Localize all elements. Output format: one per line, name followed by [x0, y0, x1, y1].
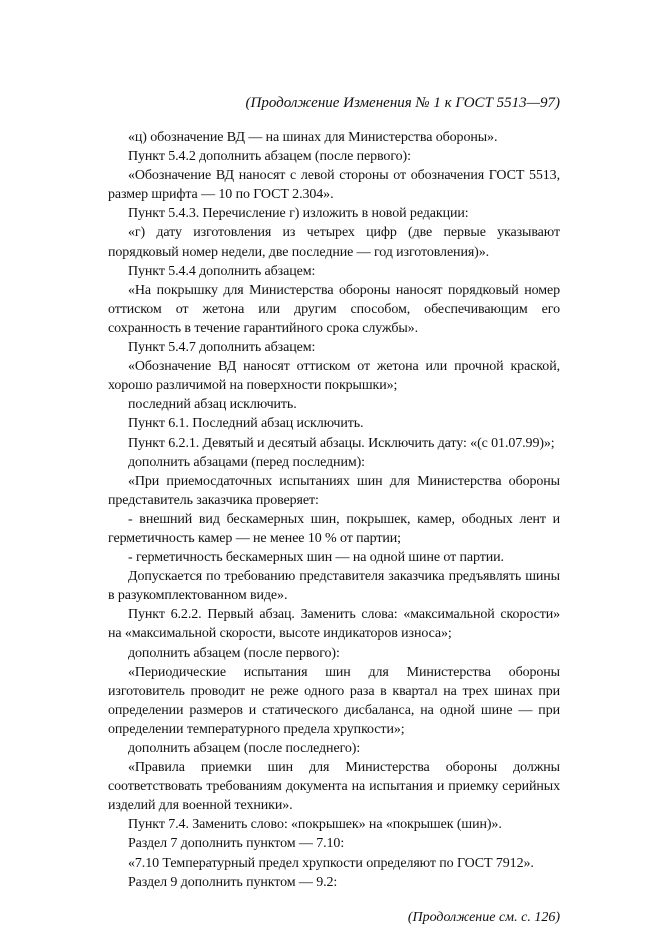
paragraph: «г) дату изготовления из четырех цифр (две первые указывают порядковый номер недели, две последние — год изготовления)».: [108, 225, 560, 260]
paragraph: последний абзац исключить.: [128, 397, 297, 413]
paragraph: «ц) обозначение ВД — на шинах для Министерства обороны».: [128, 130, 498, 145]
paragraph: Пункт 5.4.4 дополнить абзацем:: [128, 263, 316, 279]
paragraph: Пункт 6.2.2. Первый абзац. Заменить слова: «максимальной скорости» на «максимальной скорости, высоте индикаторов износа»;: [108, 607, 560, 642]
paragraph: дополнить абзацами (перед последним):: [128, 454, 365, 470]
paragraph: Раздел 7 дополнить пунктом — 7.10:: [128, 836, 345, 852]
paragraph: «На покрышку для Министерства обороны наносят порядковый номер оттиском от жетона или другим способом, обеспечивающим его сохранность в течение гарантийного срока службы».: [108, 282, 560, 336]
paragraph: «7.10 Температурный предел хрупкости определяют по ГОСТ 7912».: [128, 855, 534, 871]
paragraph: Пункт 5.4.3. Перечисление г) изложить в новой редакции:: [128, 206, 469, 222]
paragraph: Пункт 7.4. Заменить слово: «покрышек» на «покрышек (шин)».: [128, 817, 502, 833]
paragraph: Допускается по требованию представителя заказчика предъявлять шины в разукомплектованном виде».: [108, 569, 560, 604]
paragraph: «Периодические испытания шин для Министерства обороны изготовитель проводит не реже одного раза в квартал на трех шинах при определении размеров и статического дисбаланса, на одной шине — при определении температурного предела хрупкости»;: [108, 664, 560, 737]
paragraph: Пункт 5.4.7 дополнить абзацем:: [128, 340, 316, 356]
paragraph: «Обозначение ВД наносят с левой стороны от обозначения ГОСТ 5513, размер шрифта — 10 по ГОСТ 2.304».: [108, 168, 560, 203]
document-page: [108, 94, 560, 927]
paragraph: Пункт 5.4.2 дополнить абзацем (после первого):: [128, 149, 411, 165]
paragraph: дополнить абзацем (после первого):: [128, 645, 340, 661]
paragraph: Пункт 6.2.1. Девятый и десятый абзацы. Исключить дату: «(с 01.07.99)»;: [128, 435, 555, 451]
paragraph: Раздел 9 дополнить пунктом — 9.2:: [128, 874, 338, 890]
paragraph: «При приемосдаточных испытаниях шин для Министерства обороны представитель заказчика проверяет:: [108, 473, 560, 508]
paragraph: - внешний вид бескамерных шин, покрышек, камер, ободных лент и герметичность камер — не менее 10 % от партии;: [108, 511, 560, 546]
paragraph: «Обозначение ВД наносят оттиском от жетона или прочной краской, хорошо различимой на поверхности покрышки»;: [108, 359, 560, 394]
paragraph: «Правила приемки шин для Министерства обороны должны соответствовать требованиям документа на испытания и приемку серийных изделий для военной техники».: [108, 760, 560, 814]
paragraph: дополнить абзацем (после последнего):: [128, 741, 361, 756]
paragraph: Пункт 6.1. Последний абзац исключить.: [128, 416, 364, 432]
continuation-header: (Продолжение Изменения № 1 к ГОСТ 5513—97): [245, 95, 560, 111]
paragraph: - герметичность бескамерных шин — на одной шине от партии.: [128, 550, 504, 566]
document-body: [108, 128, 560, 892]
continuation-footer: (Продолжение см. с. 126): [407, 909, 560, 925]
